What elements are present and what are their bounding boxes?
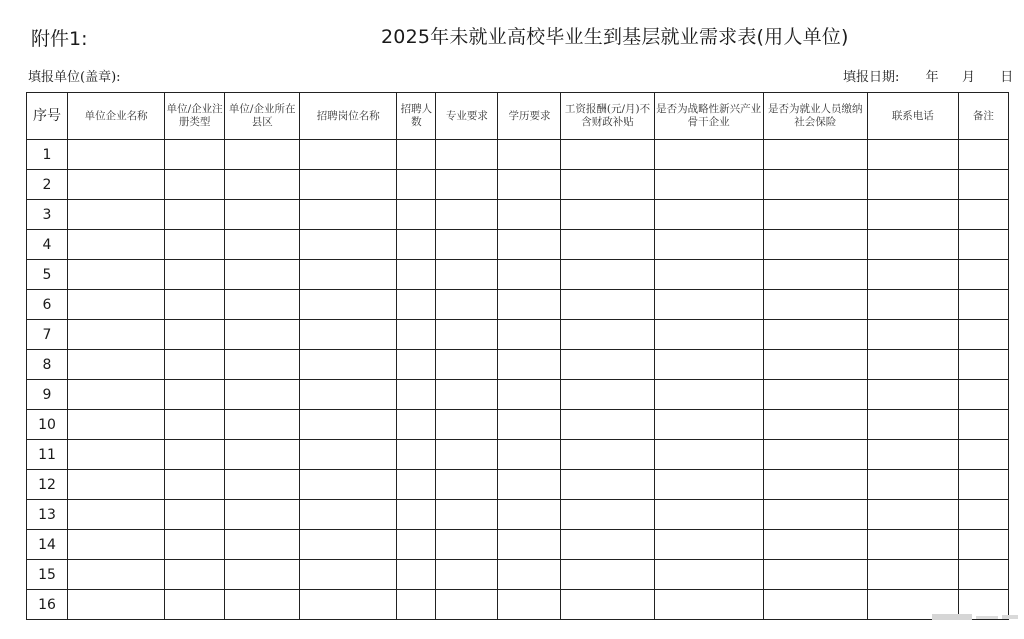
row-number: 1 bbox=[27, 140, 68, 170]
cell-strategic-industry[interactable] bbox=[654, 260, 763, 290]
col-header-education-requirement: 学历要求 bbox=[498, 93, 561, 140]
cell-position-name[interactable] bbox=[300, 380, 397, 410]
cell-headcount[interactable] bbox=[397, 170, 436, 200]
cell-registration-type[interactable] bbox=[165, 140, 225, 170]
cell-position-name[interactable] bbox=[300, 200, 397, 230]
cell-strategic-industry[interactable] bbox=[654, 200, 763, 230]
col-header-registration-type: 单位/企业注册类型 bbox=[165, 93, 225, 140]
cell-phone[interactable] bbox=[867, 470, 958, 500]
cell-registration-type[interactable] bbox=[165, 290, 225, 320]
cell-salary[interactable] bbox=[561, 380, 654, 410]
col-header-major-requirement: 专业要求 bbox=[436, 93, 498, 140]
cell-social-insurance[interactable] bbox=[763, 200, 867, 230]
cell-phone[interactable] bbox=[867, 290, 958, 320]
cell-phone[interactable] bbox=[867, 260, 958, 290]
cell-position-name[interactable] bbox=[300, 470, 397, 500]
cell-headcount[interactable] bbox=[397, 140, 436, 170]
cell-remarks[interactable] bbox=[958, 440, 1008, 470]
corner-watermark bbox=[930, 612, 1022, 622]
cell-salary[interactable] bbox=[561, 140, 654, 170]
table-row bbox=[27, 440, 1009, 470]
cell-phone[interactable] bbox=[867, 530, 958, 560]
cell-strategic-industry[interactable] bbox=[654, 590, 763, 620]
cell-county[interactable] bbox=[225, 230, 300, 260]
cell-salary[interactable] bbox=[561, 560, 654, 590]
row-number: 16 bbox=[27, 590, 68, 620]
cell-major-requirement[interactable] bbox=[436, 260, 498, 290]
cell-remarks[interactable] bbox=[958, 170, 1008, 200]
cell-county[interactable] bbox=[225, 260, 300, 290]
cell-strategic-industry[interactable] bbox=[654, 470, 763, 500]
cell-social-insurance[interactable] bbox=[763, 290, 867, 320]
reporting-date bbox=[843, 66, 1013, 85]
cell-education-requirement[interactable] bbox=[498, 560, 561, 590]
cell-education-requirement[interactable] bbox=[498, 320, 561, 350]
cell-headcount[interactable] bbox=[397, 380, 436, 410]
cell-remarks[interactable] bbox=[958, 560, 1008, 590]
cell-social-insurance[interactable] bbox=[763, 530, 867, 560]
cell-headcount[interactable] bbox=[397, 410, 436, 440]
cell-registration-type[interactable] bbox=[165, 560, 225, 590]
cell-major-requirement[interactable] bbox=[436, 350, 498, 380]
cell-county[interactable] bbox=[225, 200, 300, 230]
cell-company-name[interactable] bbox=[68, 500, 165, 530]
cell-phone[interactable] bbox=[867, 320, 958, 350]
cell-company-name[interactable] bbox=[68, 170, 165, 200]
cell-phone[interactable] bbox=[867, 140, 958, 170]
cell-registration-type[interactable] bbox=[165, 590, 225, 620]
cell-county[interactable] bbox=[225, 440, 300, 470]
cell-salary[interactable] bbox=[561, 290, 654, 320]
cell-salary[interactable] bbox=[561, 590, 654, 620]
cell-salary[interactable] bbox=[561, 350, 654, 380]
cell-registration-type[interactable] bbox=[165, 440, 225, 470]
cell-education-requirement[interactable] bbox=[498, 290, 561, 320]
table-row bbox=[27, 200, 1009, 230]
cell-remarks[interactable] bbox=[958, 530, 1008, 560]
cell-strategic-industry[interactable] bbox=[654, 560, 763, 590]
cell-county[interactable] bbox=[225, 500, 300, 530]
cell-registration-type[interactable] bbox=[165, 380, 225, 410]
cell-salary[interactable] bbox=[561, 530, 654, 560]
row-number: 8 bbox=[27, 350, 68, 380]
cell-strategic-industry[interactable] bbox=[654, 140, 763, 170]
cell-position-name[interactable] bbox=[300, 500, 397, 530]
cell-company-name[interactable] bbox=[68, 590, 165, 620]
cell-salary[interactable] bbox=[561, 440, 654, 470]
cell-major-requirement[interactable] bbox=[436, 590, 498, 620]
cell-major-requirement[interactable] bbox=[436, 140, 498, 170]
cell-county[interactable] bbox=[225, 320, 300, 350]
cell-company-name[interactable] bbox=[68, 530, 165, 560]
cell-phone[interactable] bbox=[867, 560, 958, 590]
date-year: 年 bbox=[925, 70, 939, 85]
col-header-salary: 工资报酬(元/月)不含财政补贴 bbox=[561, 93, 654, 140]
cell-headcount[interactable] bbox=[397, 470, 436, 500]
cell-social-insurance[interactable] bbox=[763, 140, 867, 170]
cell-remarks[interactable] bbox=[958, 290, 1008, 320]
cell-county[interactable] bbox=[225, 350, 300, 380]
cell-education-requirement[interactable] bbox=[498, 440, 561, 470]
row-number: 7 bbox=[27, 320, 68, 350]
cell-company-name[interactable] bbox=[68, 440, 165, 470]
cell-headcount[interactable] bbox=[397, 530, 436, 560]
row-number: 5 bbox=[27, 260, 68, 290]
table-row bbox=[27, 140, 1009, 170]
cell-phone[interactable] bbox=[867, 230, 958, 260]
cell-county[interactable] bbox=[225, 410, 300, 440]
cell-headcount[interactable] bbox=[397, 560, 436, 590]
cell-major-requirement[interactable] bbox=[436, 470, 498, 500]
table-row bbox=[27, 470, 1009, 500]
cell-phone[interactable] bbox=[867, 410, 958, 440]
date-month: 月 bbox=[961, 70, 975, 85]
table-row bbox=[27, 260, 1009, 290]
cell-major-requirement[interactable] bbox=[436, 320, 498, 350]
cell-education-requirement[interactable] bbox=[498, 140, 561, 170]
cell-position-name[interactable] bbox=[300, 440, 397, 470]
cell-headcount[interactable] bbox=[397, 260, 436, 290]
row-number: 3 bbox=[27, 200, 68, 230]
cell-social-insurance[interactable] bbox=[763, 170, 867, 200]
cell-strategic-industry[interactable] bbox=[654, 500, 763, 530]
row-number: 15 bbox=[27, 560, 68, 590]
cell-position-name[interactable] bbox=[300, 140, 397, 170]
col-header-position-name: 招聘岗位名称 bbox=[300, 93, 397, 140]
cell-strategic-industry[interactable] bbox=[654, 230, 763, 260]
cell-position-name[interactable] bbox=[300, 350, 397, 380]
cell-headcount[interactable] bbox=[397, 590, 436, 620]
cell-registration-type[interactable] bbox=[165, 200, 225, 230]
table-row bbox=[27, 500, 1009, 530]
cell-county[interactable] bbox=[225, 470, 300, 500]
cell-social-insurance[interactable] bbox=[763, 380, 867, 410]
cell-remarks[interactable] bbox=[958, 470, 1008, 500]
cell-company-name[interactable] bbox=[68, 140, 165, 170]
cell-education-requirement[interactable] bbox=[498, 230, 561, 260]
cell-major-requirement[interactable] bbox=[436, 380, 498, 410]
cell-county[interactable] bbox=[225, 140, 300, 170]
cell-strategic-industry[interactable] bbox=[654, 380, 763, 410]
cell-major-requirement[interactable] bbox=[436, 170, 498, 200]
cell-position-name[interactable] bbox=[300, 320, 397, 350]
cell-social-insurance[interactable] bbox=[763, 320, 867, 350]
cell-registration-type[interactable] bbox=[165, 320, 225, 350]
cell-major-requirement[interactable] bbox=[436, 410, 498, 440]
cell-strategic-industry[interactable] bbox=[654, 320, 763, 350]
cell-remarks[interactable] bbox=[958, 350, 1008, 380]
table-row bbox=[27, 320, 1009, 350]
cell-remarks[interactable] bbox=[958, 230, 1008, 260]
cell-county[interactable] bbox=[225, 170, 300, 200]
cell-strategic-industry[interactable] bbox=[654, 350, 763, 380]
cell-company-name[interactable] bbox=[68, 230, 165, 260]
cell-education-requirement[interactable] bbox=[498, 470, 561, 500]
col-header-headcount: 招聘人数 bbox=[397, 93, 436, 140]
date-label: 填报日期: bbox=[843, 70, 900, 85]
cell-company-name[interactable] bbox=[68, 200, 165, 230]
cell-social-insurance[interactable] bbox=[763, 440, 867, 470]
cell-registration-type[interactable] bbox=[165, 170, 225, 200]
cell-salary[interactable] bbox=[561, 260, 654, 290]
cell-position-name[interactable] bbox=[300, 590, 397, 620]
table-body bbox=[27, 140, 1009, 620]
cell-remarks[interactable] bbox=[958, 200, 1008, 230]
document-title: 2025年未就业高校毕业生到基层就业需求表(用人单位) bbox=[381, 26, 849, 48]
cell-position-name[interactable] bbox=[300, 170, 397, 200]
cell-social-insurance[interactable] bbox=[763, 470, 867, 500]
row-number: 2 bbox=[27, 170, 68, 200]
cell-education-requirement[interactable] bbox=[498, 590, 561, 620]
cell-major-requirement[interactable] bbox=[436, 440, 498, 470]
col-header-social-insurance: 是否为就业人员缴纳社会保险 bbox=[763, 93, 867, 140]
cell-education-requirement[interactable] bbox=[498, 350, 561, 380]
cell-registration-type[interactable] bbox=[165, 230, 225, 260]
cell-phone[interactable] bbox=[867, 200, 958, 230]
cell-position-name[interactable] bbox=[300, 260, 397, 290]
cell-registration-type[interactable] bbox=[165, 470, 225, 500]
table-row bbox=[27, 230, 1009, 260]
row-number: 10 bbox=[27, 410, 68, 440]
cell-company-name[interactable] bbox=[68, 560, 165, 590]
cell-education-requirement[interactable] bbox=[498, 380, 561, 410]
cell-registration-type[interactable] bbox=[165, 260, 225, 290]
cell-position-name[interactable] bbox=[300, 230, 397, 260]
row-number: 4 bbox=[27, 230, 68, 260]
cell-company-name[interactable] bbox=[68, 290, 165, 320]
cell-phone[interactable] bbox=[867, 350, 958, 380]
cell-county[interactable] bbox=[225, 590, 300, 620]
cell-remarks[interactable] bbox=[958, 260, 1008, 290]
date-day: 日 bbox=[1000, 70, 1014, 85]
row-number: 11 bbox=[27, 440, 68, 470]
cell-education-requirement[interactable] bbox=[498, 260, 561, 290]
cell-headcount[interactable] bbox=[397, 230, 436, 260]
cell-strategic-industry[interactable] bbox=[654, 290, 763, 320]
cell-social-insurance[interactable] bbox=[763, 230, 867, 260]
cell-strategic-industry[interactable] bbox=[654, 440, 763, 470]
cell-company-name[interactable] bbox=[68, 350, 165, 380]
cell-education-requirement[interactable] bbox=[498, 500, 561, 530]
table-row bbox=[27, 560, 1009, 590]
demand-table bbox=[26, 92, 1009, 620]
cell-major-requirement[interactable] bbox=[436, 230, 498, 260]
cell-remarks[interactable] bbox=[958, 410, 1008, 440]
cell-social-insurance[interactable] bbox=[763, 500, 867, 530]
col-header-phone: 联系电话 bbox=[867, 93, 958, 140]
cell-phone[interactable] bbox=[867, 380, 958, 410]
cell-education-requirement[interactable] bbox=[498, 530, 561, 560]
cell-remarks[interactable] bbox=[958, 500, 1008, 530]
cell-salary[interactable] bbox=[561, 170, 654, 200]
cell-education-requirement[interactable] bbox=[498, 200, 561, 230]
cell-salary[interactable] bbox=[561, 410, 654, 440]
cell-company-name[interactable] bbox=[68, 470, 165, 500]
cell-position-name[interactable] bbox=[300, 560, 397, 590]
cell-major-requirement[interactable] bbox=[436, 530, 498, 560]
table-row bbox=[27, 410, 1009, 440]
cell-headcount[interactable] bbox=[397, 200, 436, 230]
cell-company-name[interactable] bbox=[68, 380, 165, 410]
cell-social-insurance[interactable] bbox=[763, 260, 867, 290]
col-header-strategic-industry: 是否为战略性新兴产业骨干企业 bbox=[654, 93, 763, 140]
cell-strategic-industry[interactable] bbox=[654, 530, 763, 560]
cell-position-name[interactable] bbox=[300, 290, 397, 320]
cell-education-requirement[interactable] bbox=[498, 170, 561, 200]
table-row bbox=[27, 290, 1009, 320]
cell-major-requirement[interactable] bbox=[436, 560, 498, 590]
cell-major-requirement[interactable] bbox=[436, 200, 498, 230]
cell-salary[interactable] bbox=[561, 230, 654, 260]
cell-position-name[interactable] bbox=[300, 410, 397, 440]
cell-social-insurance[interactable] bbox=[763, 410, 867, 440]
row-number: 6 bbox=[27, 290, 68, 320]
cell-social-insurance[interactable] bbox=[763, 590, 867, 620]
table-row bbox=[27, 590, 1009, 620]
cell-county[interactable] bbox=[225, 290, 300, 320]
cell-salary[interactable] bbox=[561, 200, 654, 230]
cell-county[interactable] bbox=[225, 530, 300, 560]
cell-company-name[interactable] bbox=[68, 320, 165, 350]
cell-social-insurance[interactable] bbox=[763, 350, 867, 380]
cell-remarks[interactable] bbox=[958, 320, 1008, 350]
cell-phone[interactable] bbox=[867, 500, 958, 530]
row-number: 14 bbox=[27, 530, 68, 560]
cell-registration-type[interactable] bbox=[165, 350, 225, 380]
cell-headcount[interactable] bbox=[397, 500, 436, 530]
cell-registration-type[interactable] bbox=[165, 530, 225, 560]
attachment-label: 附件1: bbox=[31, 28, 88, 50]
cell-county[interactable] bbox=[225, 380, 300, 410]
col-header-seq: 序号 bbox=[27, 93, 68, 140]
cell-education-requirement[interactable] bbox=[498, 410, 561, 440]
cell-major-requirement[interactable] bbox=[436, 500, 498, 530]
table-row bbox=[27, 170, 1009, 200]
col-header-company-name: 单位企业名称 bbox=[68, 93, 165, 140]
col-header-county: 单位/企业所在县区 bbox=[225, 93, 300, 140]
cell-headcount[interactable] bbox=[397, 290, 436, 320]
cell-headcount[interactable] bbox=[397, 350, 436, 380]
cell-position-name[interactable] bbox=[300, 530, 397, 560]
cell-company-name[interactable] bbox=[68, 410, 165, 440]
table-row bbox=[27, 350, 1009, 380]
cell-salary[interactable] bbox=[561, 320, 654, 350]
cell-phone[interactable] bbox=[867, 170, 958, 200]
cell-major-requirement[interactable] bbox=[436, 290, 498, 320]
cell-salary[interactable] bbox=[561, 500, 654, 530]
cell-salary[interactable] bbox=[561, 470, 654, 500]
cell-company-name[interactable] bbox=[68, 260, 165, 290]
cell-strategic-industry[interactable] bbox=[654, 170, 763, 200]
cell-remarks[interactable] bbox=[958, 380, 1008, 410]
cell-headcount[interactable] bbox=[397, 440, 436, 470]
cell-county[interactable] bbox=[225, 560, 300, 590]
row-number: 12 bbox=[27, 470, 68, 500]
cell-strategic-industry[interactable] bbox=[654, 410, 763, 440]
table-row bbox=[27, 530, 1009, 560]
cell-remarks[interactable] bbox=[958, 140, 1008, 170]
row-number: 9 bbox=[27, 380, 68, 410]
table-row bbox=[27, 380, 1009, 410]
reporting-unit-label: 填报单位(盖章): bbox=[28, 70, 121, 85]
cell-registration-type[interactable] bbox=[165, 410, 225, 440]
cell-registration-type[interactable] bbox=[165, 500, 225, 530]
table-header-row bbox=[27, 93, 1009, 140]
cell-phone[interactable] bbox=[867, 440, 958, 470]
cell-headcount[interactable] bbox=[397, 320, 436, 350]
row-number: 13 bbox=[27, 500, 68, 530]
col-header-remarks: 备注 bbox=[958, 93, 1008, 140]
cell-social-insurance[interactable] bbox=[763, 560, 867, 590]
